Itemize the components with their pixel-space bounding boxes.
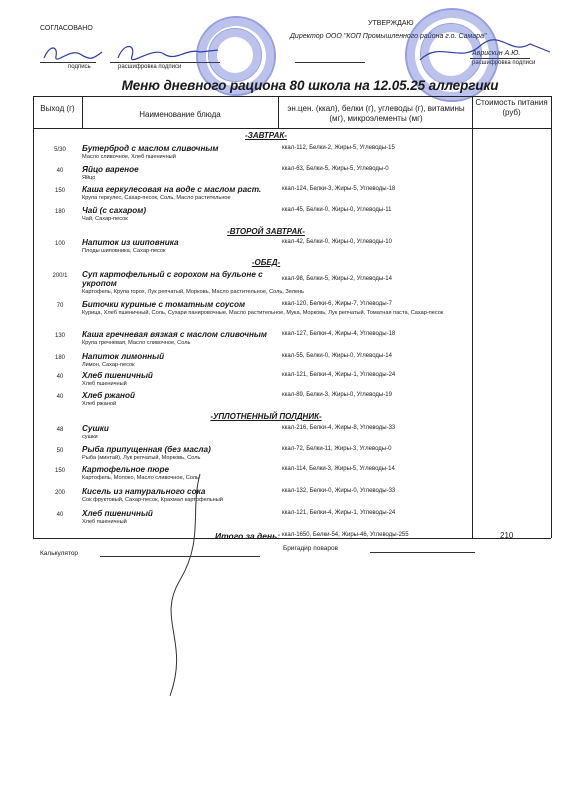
dish-yield: 40: [56, 512, 64, 518]
dish-ingredients: Курица, Хлеб пшеничный, Соль, Сухари панировочные, Масло растительное, Мука, Морковь, Лук репчатый, Томатная паста, Сахар-песок: [82, 310, 444, 316]
dish-name: Хлеб ржаной: [82, 391, 135, 400]
header-name: Наименование блюда: [139, 110, 221, 119]
dish-ingredients: Плоды шиповника, Сахар-песок: [82, 248, 166, 254]
dish-nutrients: ккал-120, Белки-6, Жиры-7, Углеводы-7: [282, 301, 392, 307]
section-second-breakfast: -ВТОРОЙ ЗАВТРАК-: [227, 227, 305, 236]
table-bottom-border: [33, 538, 551, 539]
col-border-yield: [82, 96, 83, 128]
dish-ingredients: Крупа геркулес, Сахар-песок, Соль, Масло растительное: [82, 195, 231, 201]
dish-name: Яйцо вареное: [82, 165, 139, 174]
dish-yield: 200: [54, 490, 65, 496]
dish-name: Чай (с сахаром): [82, 206, 147, 215]
dish-nutrients: ккал-216, Белки-4, Жиры-8, Углеводы-33: [282, 425, 396, 431]
dish-ingredients: Масло сливочное, Хлеб пшеничный: [82, 154, 176, 160]
total-cost: 210: [500, 531, 514, 540]
dish-nutrients: ккал-98, Белки-5, Жиры-2, Углеводы-14: [282, 276, 392, 282]
brigadier-label: Бригадир поваров: [283, 545, 339, 552]
dish-nutrients: ккал-63, Белки-5, Жиры-5, Углеводы-0: [282, 166, 389, 172]
dish-nutrients: ккал-121, Белки-4, Жиры-1, Углеводы-24: [282, 372, 396, 378]
section-breakfast: -ЗАВТРАК-: [245, 131, 287, 140]
dish-yield: 200/1: [52, 273, 68, 279]
calculator-label: Калькулятор: [40, 550, 79, 557]
dish-name: Напиток лимонный: [82, 352, 165, 361]
dish-ingredients: Хлеб ржаной: [82, 401, 117, 407]
dish-nutrients: ккал-132, Белки-0, Жиры-0, Углеводы-33: [282, 488, 396, 494]
table-top-border: [33, 96, 551, 97]
dish-nutrients: ккал-72, Белки-11, Жиры-3, Углеводы-0: [282, 446, 392, 452]
dish-nutrients: ккал-121, Белки-4, Жиры-1, Углеводы-24: [282, 510, 396, 516]
left-decode-caption: расшифровка подписи: [118, 64, 182, 70]
dish-name: Картофельное пюре: [82, 465, 170, 474]
dish-nutrients: ккал-114, Белки-3, Жиры-5, Углеводы-14: [282, 466, 395, 472]
left-sign-line: [40, 62, 96, 63]
approve-label: УТВЕРЖДАЮ: [368, 20, 414, 27]
dish-yield: 130: [54, 333, 65, 339]
dish-yield: 5/30: [54, 147, 66, 153]
col-border-nutr: [472, 96, 473, 538]
dish-name: Сушки: [82, 424, 109, 433]
header-cost: Стоимость питания (руб): [475, 98, 548, 117]
header-yield: Выход (г): [40, 104, 75, 113]
dish-yield: 150: [54, 188, 65, 194]
dish-nutrients: ккал-124, Белки-3, Жиры-5, Углеводы-18: [282, 186, 396, 192]
dish-nutrients: ккал-89, Белки-3, Жиры-0, Углеводы-19: [282, 392, 392, 398]
director-position: Директор ООО "КОП Промышленного района г.о. Самара": [290, 33, 487, 40]
director-name: Аврискин А.Ю.: [472, 50, 521, 57]
dish-ingredients: Яйцо: [82, 175, 96, 181]
right-decode-caption: расшифровка подписи: [472, 60, 536, 66]
dish-yield: 40: [56, 374, 64, 380]
dish-ingredients: Сок фруктовый, Сахар-песок, Крахмал картофельный: [82, 497, 223, 503]
dish-nutrients: ккал-45, Белки-0, Жиры-0, Углеводы-11: [282, 207, 392, 213]
header-bottom-border: [33, 128, 551, 129]
menu-title: Меню дневного рациона 80 школа на 12.05.25 аллергики: [121, 78, 499, 93]
right-sign-line: [295, 62, 365, 63]
dish-nutrients: ккал-127, Белки-4, Жиры-4, Углеводы-18: [282, 331, 396, 337]
dish-name: Кисель из натурального сока: [82, 487, 206, 496]
total-label: Итого за день:: [215, 531, 281, 541]
dish-name: Каша гречневая вязкая с маслом сливочным: [82, 330, 267, 339]
right-stamp-inner: [420, 23, 482, 85]
calculator-sign-line: [100, 556, 260, 557]
dish-ingredients: сушки: [82, 434, 98, 440]
dish-ingredients: Рыба (минтай), Лук репчатый, Морковь, Соль: [82, 455, 201, 461]
dish-yield: 180: [54, 355, 65, 361]
dish-name: Биточки куриные с томатным соусом: [82, 300, 246, 309]
section-snack: -УПЛОТНЕННЫЙ ПОЛДНИК-: [210, 412, 322, 421]
dish-yield: 150: [54, 468, 65, 474]
dish-yield: 48: [56, 427, 64, 433]
dish-ingredients: Хлеб пшеничный: [82, 519, 127, 525]
footer-signature: [160, 470, 210, 700]
dish-name: Бутерброд с маслом сливочным: [82, 144, 219, 153]
dish-name: Хлеб пшеничный: [82, 509, 153, 518]
dish-name: Рыба припущенная (без масла): [82, 445, 211, 454]
dish-yield: 40: [56, 168, 64, 174]
col-border-name: [278, 96, 279, 128]
dish-yield: 40: [56, 394, 64, 400]
dish-name: Каша геркулесовая на воде с маслом раст.: [82, 185, 262, 194]
dish-yield: 180: [54, 209, 65, 215]
dish-ingredients: Крупа гречневая, Масло сливочное, Соль: [82, 340, 191, 346]
left-sign-caption: подпись: [68, 64, 91, 70]
left-stamp-inner: [208, 28, 262, 82]
col-border-right: [551, 96, 552, 538]
dish-ingredients: Картофель, Крупа горох, Лук репчатый, Морковь, Масло растительное, Соль, Зелень: [82, 289, 305, 295]
dish-yield: 70: [56, 303, 64, 309]
dish-yield: 50: [56, 448, 64, 454]
header-nutrients: эн.цен. (ккал), белки (г), углеводы (г), витамины (мг), микроэлементы (мг): [287, 104, 465, 123]
section-lunch: -ОБЕД-: [251, 258, 281, 267]
dish-yield: 100: [54, 241, 65, 247]
dish-nutrients: ккал-42, Белки-0, Жиры-0, Углеводы-10: [282, 239, 392, 245]
dish-ingredients: Чай, Сахар-песок: [82, 216, 128, 222]
brigadier-sign-line: [370, 552, 475, 553]
dish-ingredients: Хлеб пшеничный: [82, 381, 127, 387]
dish-name: Суп картофельный с горохом на бульоне с укропом: [82, 270, 263, 288]
total-nutrients: ккал-1650, Белки-54, Жиры-46, Углеводы-255: [282, 532, 409, 538]
dish-nutrients: ккал-112, Белки-2, Жиры-5, Углеводы-15: [282, 145, 395, 151]
dish-nutrients: ккал-55, Белки-0, Жиры-0, Углеводы-14: [282, 353, 392, 359]
dish-ingredients: Лимон, Сахар-песок: [82, 362, 135, 368]
dish-name: Напиток из шиповника: [82, 238, 179, 247]
dish-ingredients: Картофель, Молоко, Масло сливочное, Соль: [82, 475, 199, 481]
dish-name: Хлеб пшеничный: [82, 371, 153, 380]
approved-label: СОГЛАСОВАНО: [40, 25, 93, 32]
